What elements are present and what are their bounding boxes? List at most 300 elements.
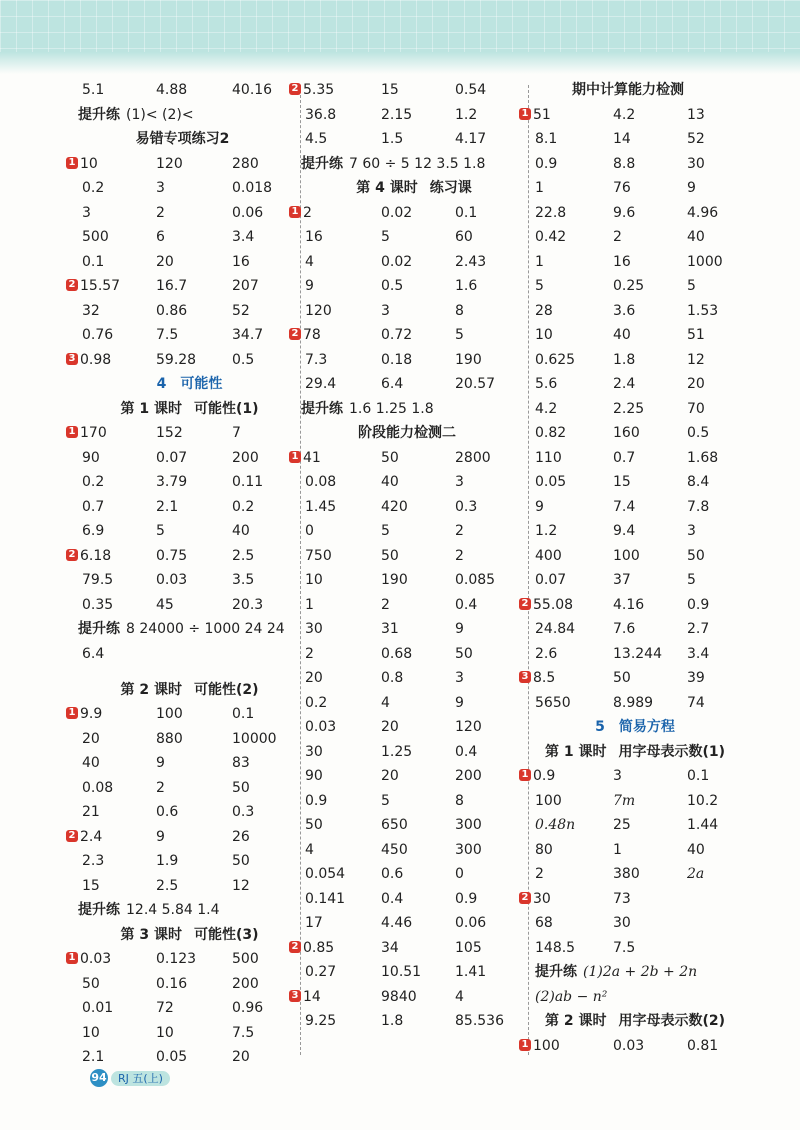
practice-label: 提升练 xyxy=(301,155,343,172)
answer-cell: 3.5 xyxy=(232,572,255,588)
answer-cell: 0.54 xyxy=(455,82,487,98)
answer-cell: 15 xyxy=(381,82,399,98)
answer-cell: 6 xyxy=(156,229,165,245)
answer-cell: 4.16 xyxy=(613,596,645,613)
answer-row xyxy=(68,702,297,727)
answer-cell: 20 xyxy=(305,670,323,686)
answer-cell: 40.16 xyxy=(232,82,273,98)
answer-cell: 200 xyxy=(232,975,259,992)
answer-cell: 6.4 xyxy=(381,376,404,392)
answer-cell: 10.51 xyxy=(381,964,422,980)
answer-cell: 79.5 xyxy=(82,572,114,588)
answer-cell: 0.3 xyxy=(232,804,255,820)
answer-cell: 4 xyxy=(381,694,390,711)
answer-cell: 0.98 xyxy=(80,351,112,368)
answer-cell: 0.72 xyxy=(381,327,413,343)
answer-cell: 650 xyxy=(381,817,408,833)
answer-cell: 0.03 xyxy=(613,1037,645,1054)
answer-cell: 100 xyxy=(535,792,562,809)
answer-row xyxy=(521,593,735,618)
answer-cell: 78 xyxy=(303,327,321,343)
answer-row xyxy=(535,617,735,642)
answer-row xyxy=(535,789,735,814)
answer-cell: 34 xyxy=(381,939,399,956)
answer-cell: 5 xyxy=(381,229,390,245)
answer-cell: 120 xyxy=(156,155,183,172)
answer-cell: 0.4 xyxy=(455,743,478,760)
answer-row xyxy=(535,225,735,250)
answer-row xyxy=(291,78,523,103)
answer-row xyxy=(305,299,523,324)
practice-answer-line xyxy=(78,898,297,923)
answer-cell: 10 xyxy=(305,572,323,588)
answer-row xyxy=(535,152,735,177)
answer-cell: 32 xyxy=(82,302,100,319)
answer-cell: 0.123 xyxy=(156,951,197,967)
practice-answer-text: 7 60 ÷ 5 12 3.5 1.8 xyxy=(349,155,486,172)
answer-cell: 52 xyxy=(687,131,705,147)
answer-cell: 20 xyxy=(381,768,399,784)
question-number-badge: 1 xyxy=(66,157,78,169)
answer-cell: 1.45 xyxy=(305,498,337,515)
answer-cell: 9 xyxy=(687,180,696,196)
answer-cell: 1.25 xyxy=(381,743,413,760)
lesson-heading xyxy=(82,678,297,703)
lesson-title: 用字母表示数(1) xyxy=(618,743,726,760)
answer-cell: 50 xyxy=(232,853,250,869)
answer-cell: 16 xyxy=(232,253,250,270)
answer-cell: 0.48n xyxy=(535,817,576,833)
answer-cell: 0.11 xyxy=(232,474,264,490)
answer-row xyxy=(535,862,735,887)
answer-cell: 2 xyxy=(381,596,390,613)
answer-cell: 45 xyxy=(156,596,174,613)
answer-cell: 152 xyxy=(156,425,183,441)
lesson-heading xyxy=(82,397,297,422)
answer-row xyxy=(305,838,523,863)
practice-label: 提升练 xyxy=(78,106,120,123)
answer-cell: 300 xyxy=(455,817,482,833)
answer-row xyxy=(305,544,523,569)
answer-cell: 5650 xyxy=(535,694,571,711)
answer-cell: 1 xyxy=(305,596,314,613)
answer-cell: 9.25 xyxy=(305,1013,337,1029)
edition-label: RJ 五(上) xyxy=(111,1071,170,1086)
answer-cell: 3 xyxy=(455,474,464,490)
answer-cell: 0.3 xyxy=(455,498,478,515)
answer-cell: 1.53 xyxy=(687,302,719,319)
answer-cell: 0.68 xyxy=(381,645,413,662)
answer-cell: 190 xyxy=(455,351,482,368)
lesson-title: 可能性(2) xyxy=(193,681,259,698)
lesson-number: 第 2 课时 xyxy=(120,681,182,698)
answer-cell-group xyxy=(289,446,321,471)
answer-cell: 105 xyxy=(455,939,482,956)
answer-cell: 0.6 xyxy=(156,804,179,820)
answer-row xyxy=(535,446,735,471)
answer-cell: 2a xyxy=(687,866,705,882)
lesson-title: 练习课 xyxy=(429,180,472,196)
answer-cell: 9.4 xyxy=(613,523,636,539)
answer-cell: 9840 xyxy=(381,988,417,1005)
answer-cell: 2.5 xyxy=(156,877,179,894)
answer-cell: 3 xyxy=(381,302,390,319)
answer-cell: 0.85 xyxy=(303,939,335,956)
answer-row xyxy=(68,274,297,299)
answer-cell: 0.03 xyxy=(80,951,112,967)
answer-cell: 10000 xyxy=(232,730,277,747)
answer-cell: 15 xyxy=(613,474,631,490)
answer-cell: 2.25 xyxy=(613,400,645,417)
answer-row xyxy=(305,862,523,887)
answer-cell: 5.6 xyxy=(535,376,558,392)
answer-cell: 200 xyxy=(232,449,259,466)
answer-cell: 80 xyxy=(535,841,553,858)
answer-cell: 22.8 xyxy=(535,204,567,221)
answer-cell: 0.86 xyxy=(156,302,188,319)
question-number-badge: 1 xyxy=(66,426,78,438)
answer-cell: 0.06 xyxy=(455,915,487,931)
chapter-title: 可能性 xyxy=(180,376,223,392)
answer-cell: 120 xyxy=(455,719,482,735)
answer-row xyxy=(82,299,297,324)
answer-cell: 3.6 xyxy=(613,302,636,319)
practice-answer-line xyxy=(301,152,523,177)
answer-cell: 0.1 xyxy=(455,204,478,221)
answer-row xyxy=(82,800,297,825)
answer-cell: 40 xyxy=(687,841,705,858)
answer-cell: 4 xyxy=(305,841,314,858)
answer-cell: 100 xyxy=(156,706,183,722)
answer-cell: 0.4 xyxy=(381,890,404,907)
answer-row xyxy=(305,789,523,814)
answer-cell: 73 xyxy=(613,890,631,907)
answer-cell: 31 xyxy=(381,621,399,637)
answer-cell: 9 xyxy=(455,621,464,637)
answer-row xyxy=(82,849,297,874)
answer-cell: 9.9 xyxy=(80,706,103,722)
answer-cell: 20 xyxy=(82,730,100,747)
answer-row xyxy=(291,985,523,1010)
answer-row xyxy=(82,250,297,275)
answer-cell: 4.17 xyxy=(455,131,487,147)
answer-cell: 2.1 xyxy=(156,498,179,515)
answer-cell: 68 xyxy=(535,915,553,931)
answer-cell: 37 xyxy=(613,572,631,588)
answer-cell: 30 xyxy=(687,155,705,172)
answer-cell: 0.81 xyxy=(687,1037,719,1054)
lesson-number: 第 2 课时 xyxy=(544,1013,607,1029)
answer-row xyxy=(535,397,735,422)
answer-row xyxy=(82,776,297,801)
answer-cell: 0.25 xyxy=(613,278,645,294)
answer-cell-group xyxy=(519,887,551,912)
answer-cell: 0.42 xyxy=(535,229,567,245)
answer-row xyxy=(291,936,523,961)
answer-row xyxy=(68,348,297,373)
answer-row xyxy=(82,972,297,997)
answer-cell: 4 xyxy=(305,253,314,270)
answer-cell: 0.07 xyxy=(156,449,188,466)
answer-cell: 0.2 xyxy=(82,180,105,196)
answer-cell: 0.05 xyxy=(156,1049,188,1065)
answer-row xyxy=(305,372,523,397)
answer-cell: 0.085 xyxy=(455,572,496,588)
answer-cell: 7.5 xyxy=(156,327,179,343)
answer-cell: 24.84 xyxy=(535,621,576,637)
answer-row xyxy=(82,727,297,752)
answer-cell: 0.9 xyxy=(455,890,478,907)
answer-column-1 xyxy=(68,78,297,1070)
answer-row xyxy=(82,519,297,544)
lesson-heading xyxy=(82,923,297,948)
answer-row xyxy=(291,201,523,226)
answer-cell: 1 xyxy=(535,253,544,270)
answer-cell: 6.18 xyxy=(80,547,112,564)
answer-cell: 13 xyxy=(687,106,705,123)
answer-cell: 4.2 xyxy=(535,400,558,417)
answer-cell: 0.5 xyxy=(687,425,710,441)
answer-row xyxy=(535,691,735,716)
answer-cell: 2.6 xyxy=(535,645,558,662)
section-heading: 阶段能力检测二 xyxy=(358,425,456,441)
answer-cell: 8.4 xyxy=(687,474,710,490)
answer-cell-group xyxy=(519,103,551,128)
answer-cell: 50 xyxy=(613,670,631,686)
lesson-heading xyxy=(535,1009,735,1034)
answer-cell: 13.244 xyxy=(613,645,662,662)
answer-cell: 0.76 xyxy=(82,327,114,343)
answer-cell: 7.8 xyxy=(687,498,710,515)
answer-cell: 0.625 xyxy=(535,351,576,368)
answer-cell: 51 xyxy=(687,327,705,343)
answer-row xyxy=(82,1021,297,1046)
answer-cell: 10 xyxy=(80,155,98,172)
answer-cell: 3.4 xyxy=(232,229,255,245)
lesson-number: 第 1 课时 xyxy=(120,400,182,417)
answer-cell: 1.5 xyxy=(381,131,404,147)
answer-cell: 0.35 xyxy=(82,596,114,613)
answer-row xyxy=(305,642,523,667)
answer-cell: 36.8 xyxy=(305,106,337,123)
answer-cell: 9 xyxy=(156,828,165,845)
answer-cell: 0.08 xyxy=(305,474,337,490)
answer-cell: 5 xyxy=(156,523,165,539)
practice-answer-text: (1)2a + 2b + 2n xyxy=(583,964,698,980)
answer-cell-group xyxy=(519,666,555,691)
question-number-badge: 1 xyxy=(66,952,78,964)
answer-cell: 0.7 xyxy=(82,498,105,515)
answer-cell: 10 xyxy=(535,327,553,343)
answer-row xyxy=(521,764,735,789)
answer-cell: 120 xyxy=(305,302,332,319)
answer-cell: 2 xyxy=(305,645,314,662)
answer-cell: 4.2 xyxy=(613,106,636,123)
answer-cell: 17 xyxy=(305,915,323,931)
answer-cell: 5 xyxy=(381,523,390,539)
answer-cell: 9 xyxy=(305,278,314,294)
answer-cell: 12 xyxy=(687,351,705,368)
answer-cell-group xyxy=(66,947,111,972)
answer-cell: 0.16 xyxy=(156,975,188,992)
answer-cell: 34.7 xyxy=(232,327,264,343)
answer-row xyxy=(535,127,735,152)
practice-answer-text: 1.6 1.25 1.8 xyxy=(349,400,434,417)
answer-row xyxy=(521,887,735,912)
answer-cell: 280 xyxy=(232,155,259,172)
answer-cell: 8.5 xyxy=(533,670,556,686)
answer-cell: 8 xyxy=(455,302,464,319)
answer-cell-group xyxy=(66,348,111,373)
answer-cell: 9 xyxy=(535,498,544,515)
practice-answer-text: (1)< (2)< xyxy=(126,106,194,123)
practice-answer-text: 12.4 5.84 1.4 xyxy=(126,902,220,918)
lesson-title: 可能性(3) xyxy=(193,926,259,943)
answer-cell: 5 xyxy=(455,327,464,343)
answer-cell: 72 xyxy=(156,1000,174,1016)
answer-row xyxy=(305,495,523,520)
answer-cell-group xyxy=(519,593,573,618)
practice-label: 提升练 xyxy=(78,621,120,637)
answer-cell: 1.68 xyxy=(687,449,719,466)
answer-cell: 16 xyxy=(305,229,323,245)
answer-cell: 0.06 xyxy=(232,204,264,221)
answer-row xyxy=(305,225,523,250)
practice-answer-line xyxy=(535,960,735,985)
answer-cell: 0.018 xyxy=(232,180,273,196)
answer-row xyxy=(82,176,297,201)
answer-continuation: 6.4 xyxy=(82,645,105,662)
answer-cell: 0.141 xyxy=(305,890,346,907)
lesson-number: 第 3 课时 xyxy=(120,926,182,943)
answer-cell: 0.5 xyxy=(381,278,404,294)
answer-cell: 70 xyxy=(687,400,705,417)
answer-cell-group xyxy=(289,985,321,1010)
answer-row xyxy=(82,1045,297,1070)
answer-row xyxy=(305,887,523,912)
question-number-badge: 1 xyxy=(66,707,78,719)
answer-row xyxy=(535,544,735,569)
answer-row xyxy=(82,323,297,348)
answer-cell: 40 xyxy=(687,229,705,245)
answer-row xyxy=(305,813,523,838)
answer-cell: 0.05 xyxy=(535,474,567,490)
answer-cell: 30 xyxy=(533,890,551,907)
answer-cell: 4.88 xyxy=(156,82,188,98)
answer-cell: 450 xyxy=(381,841,408,858)
answer-cell: 5 xyxy=(381,792,390,809)
answer-row xyxy=(305,960,523,985)
answer-cell: 2.1 xyxy=(82,1049,105,1065)
answer-row xyxy=(535,495,735,520)
answer-cell: 1.8 xyxy=(381,1013,404,1029)
answer-cell: 0.1 xyxy=(232,706,255,722)
answer-cell: 59.28 xyxy=(156,351,197,368)
answer-cell: 1.2 xyxy=(455,106,478,123)
answer-row xyxy=(535,299,735,324)
answer-row xyxy=(535,470,735,495)
page-number: 94 xyxy=(90,1069,108,1087)
answer-cell: 1.44 xyxy=(687,817,719,833)
answer-cell: 4 xyxy=(455,988,464,1005)
answer-cell: 0.1 xyxy=(82,253,105,270)
answer-row xyxy=(82,593,297,618)
answer-cell: 750 xyxy=(305,547,332,564)
answer-cell: 2 xyxy=(455,547,464,564)
answer-row xyxy=(82,78,297,103)
answer-cell: 100 xyxy=(533,1037,560,1054)
answer-cell: 16.7 xyxy=(156,278,188,294)
answer-row xyxy=(305,127,523,152)
answer-cell: 2 xyxy=(535,866,544,882)
answer-cell: 5 xyxy=(687,278,696,294)
answer-cell: 0.18 xyxy=(381,351,413,368)
answer-cell: 14 xyxy=(303,988,321,1005)
answer-cell: 60 xyxy=(455,229,473,245)
answer-cell: 207 xyxy=(232,278,259,294)
answer-cell: 8.989 xyxy=(613,694,654,711)
answer-cell: 0.01 xyxy=(82,1000,114,1016)
answer-cell: 170 xyxy=(80,425,107,441)
answer-cell: 0.27 xyxy=(305,964,337,980)
answer-cell: 0.8 xyxy=(381,670,404,686)
answer-cell: 2.7 xyxy=(687,621,710,637)
answer-row xyxy=(535,936,735,961)
answer-cell: 40 xyxy=(232,523,250,539)
answer-cell: 40 xyxy=(381,474,399,490)
practice-label: 提升练 xyxy=(301,400,343,417)
answer-cell: 0.96 xyxy=(232,1000,264,1016)
answer-cell: 160 xyxy=(613,425,640,441)
answer-row xyxy=(305,1009,523,1034)
answer-cell: 52 xyxy=(232,302,250,319)
answer-row xyxy=(68,825,297,850)
answer-cell-group xyxy=(66,421,107,446)
answer-cell: 51 xyxy=(533,106,551,123)
answer-cell: 20.3 xyxy=(232,596,264,613)
answer-row xyxy=(82,470,297,495)
answer-cell: 0.03 xyxy=(156,572,188,588)
answer-cell: 26 xyxy=(232,828,250,845)
answer-cell: 0.08 xyxy=(82,779,114,796)
answer-row xyxy=(305,568,523,593)
answer-cell: 0.4 xyxy=(455,596,478,613)
answer-cell: 880 xyxy=(156,730,183,747)
answer-cell: 2 xyxy=(455,523,464,539)
answer-cell: 2.3 xyxy=(82,853,105,869)
answer-cell: 16 xyxy=(613,253,631,270)
answer-row xyxy=(521,103,735,128)
lesson-heading xyxy=(535,740,735,765)
answer-cell: 15.57 xyxy=(80,278,121,294)
answer-column-2 xyxy=(291,78,523,1034)
answer-cell: 15 xyxy=(82,877,100,894)
answer-cell: 74 xyxy=(687,694,705,711)
answer-cell: 55.08 xyxy=(533,596,574,613)
answer-row xyxy=(82,495,297,520)
answer-row xyxy=(305,103,523,128)
answer-cell: 20.57 xyxy=(455,376,496,392)
column-divider xyxy=(300,85,301,1055)
answer-row xyxy=(82,996,297,1021)
lesson-heading xyxy=(305,176,523,201)
answer-cell: 1 xyxy=(535,180,544,196)
answer-cell: 2.5 xyxy=(232,547,255,564)
question-number-badge: 1 xyxy=(519,769,531,781)
answer-cell: 5 xyxy=(687,572,696,588)
answer-cell: 9 xyxy=(455,694,464,711)
question-number-badge: 2 xyxy=(66,830,78,842)
